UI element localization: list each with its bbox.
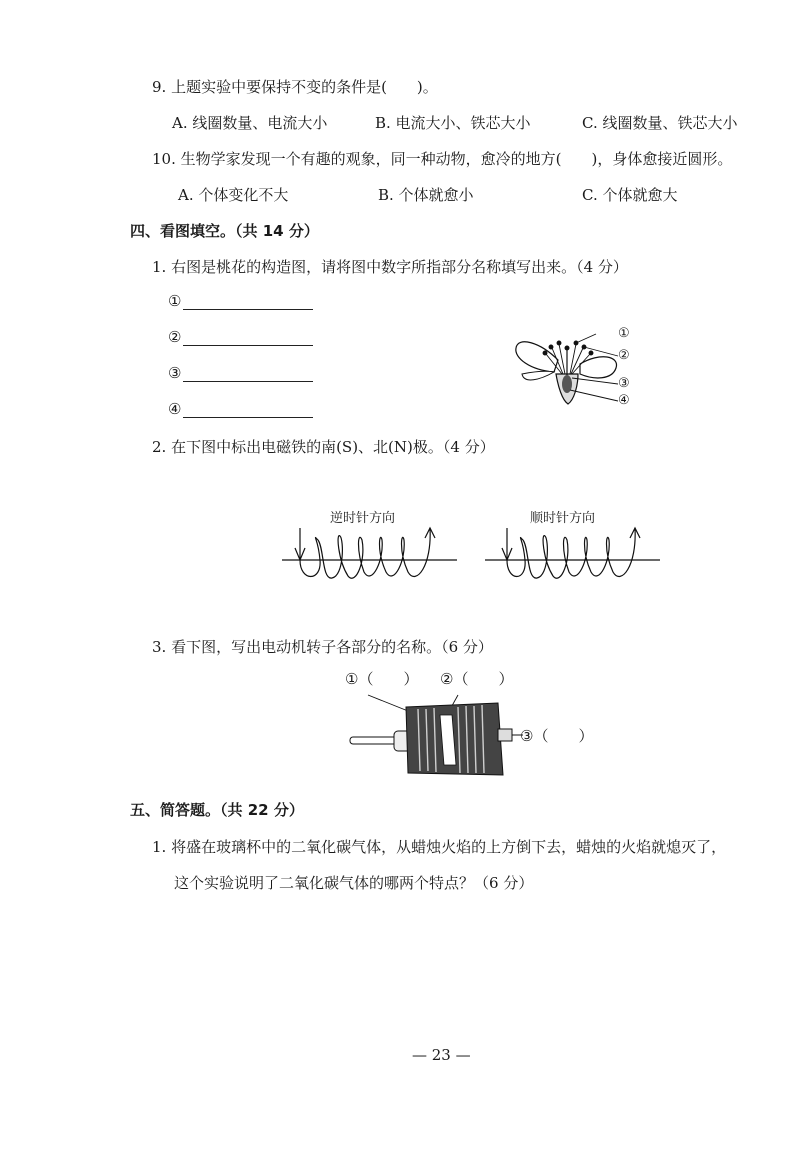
answer-area[interactable] (130, 892, 750, 1012)
answer-blank-4[interactable] (168, 400, 313, 418)
question-10: 10. 生物学家发现一个有趣的观象，同一种动物，愈冷的地方( )，身体愈接近圆形。 (152, 150, 733, 168)
answer-blank-1[interactable] (168, 292, 313, 310)
blank-label: ③ (168, 364, 182, 382)
s4-question-1: 1. 右图是桃花的构造图，请将图中数字所指部分名称填写出来。（4 分） (152, 258, 628, 276)
electromagnet-coil-left[interactable] (282, 520, 457, 590)
q10-option-b: B. 个体就愈小 (378, 186, 474, 204)
coil-label-counterclockwise: 逆时针方向 (330, 511, 396, 526)
q9-option-a: A. 线圈数量、电流大小 (172, 114, 328, 132)
question-9: 9. 上题实验中要保持不变的条件是( )。 (152, 78, 438, 96)
page-number: — 23 — (412, 1046, 471, 1064)
rotor-label-1[interactable]: ①（ ） (345, 670, 419, 688)
answer-blank-2[interactable] (168, 328, 313, 346)
s4-question-3: 3. 看下图，写出电动机转子各部分的名称。（6 分） (152, 638, 493, 656)
s5-question-1-line1: 1. 将盛在玻璃杯中的二氧化碳气体，从蜡烛火焰的上方倒下去，蜡烛的火焰就熄灭了， (152, 838, 727, 856)
motor-rotor-figure (348, 685, 523, 780)
flower-label-2: ② (618, 348, 630, 363)
q10-option-a: A. 个体变化不大 (178, 186, 289, 204)
blank-label: ② (168, 328, 182, 346)
q9-option-b: B. 电流大小、铁芯大小 (375, 114, 531, 132)
blank-label: ④ (168, 400, 182, 418)
rotor-label-3[interactable]: ③（ ） (520, 727, 594, 745)
blank-label: ① (168, 292, 182, 310)
coil-label-clockwise: 顺时针方向 (530, 511, 596, 526)
section-5-heading: 五、简答题。（共 22 分） (130, 801, 304, 819)
flower-label-1: ① (618, 326, 630, 341)
electromagnet-coil-right[interactable] (485, 520, 660, 590)
q10-option-c: C. 个体就愈大 (582, 186, 678, 204)
section-4-heading: 四、看图填空。（共 14 分） (130, 222, 319, 240)
flower-label-4: ④ (618, 393, 630, 408)
flower-label-3: ③ (618, 376, 630, 391)
q9-option-c: C. 线圈数量、铁芯大小 (582, 114, 738, 132)
s4-question-2: 2. 在下图中标出电磁铁的南(S)、北(N)极。（4 分） (152, 438, 495, 456)
s5-question-1-line2: 这个实验说明了二氧化碳气体的哪两个特点？（6 分） (174, 874, 534, 892)
answer-blank-3[interactable] (168, 364, 313, 382)
rotor-label-2[interactable]: ②（ ） (440, 670, 514, 688)
